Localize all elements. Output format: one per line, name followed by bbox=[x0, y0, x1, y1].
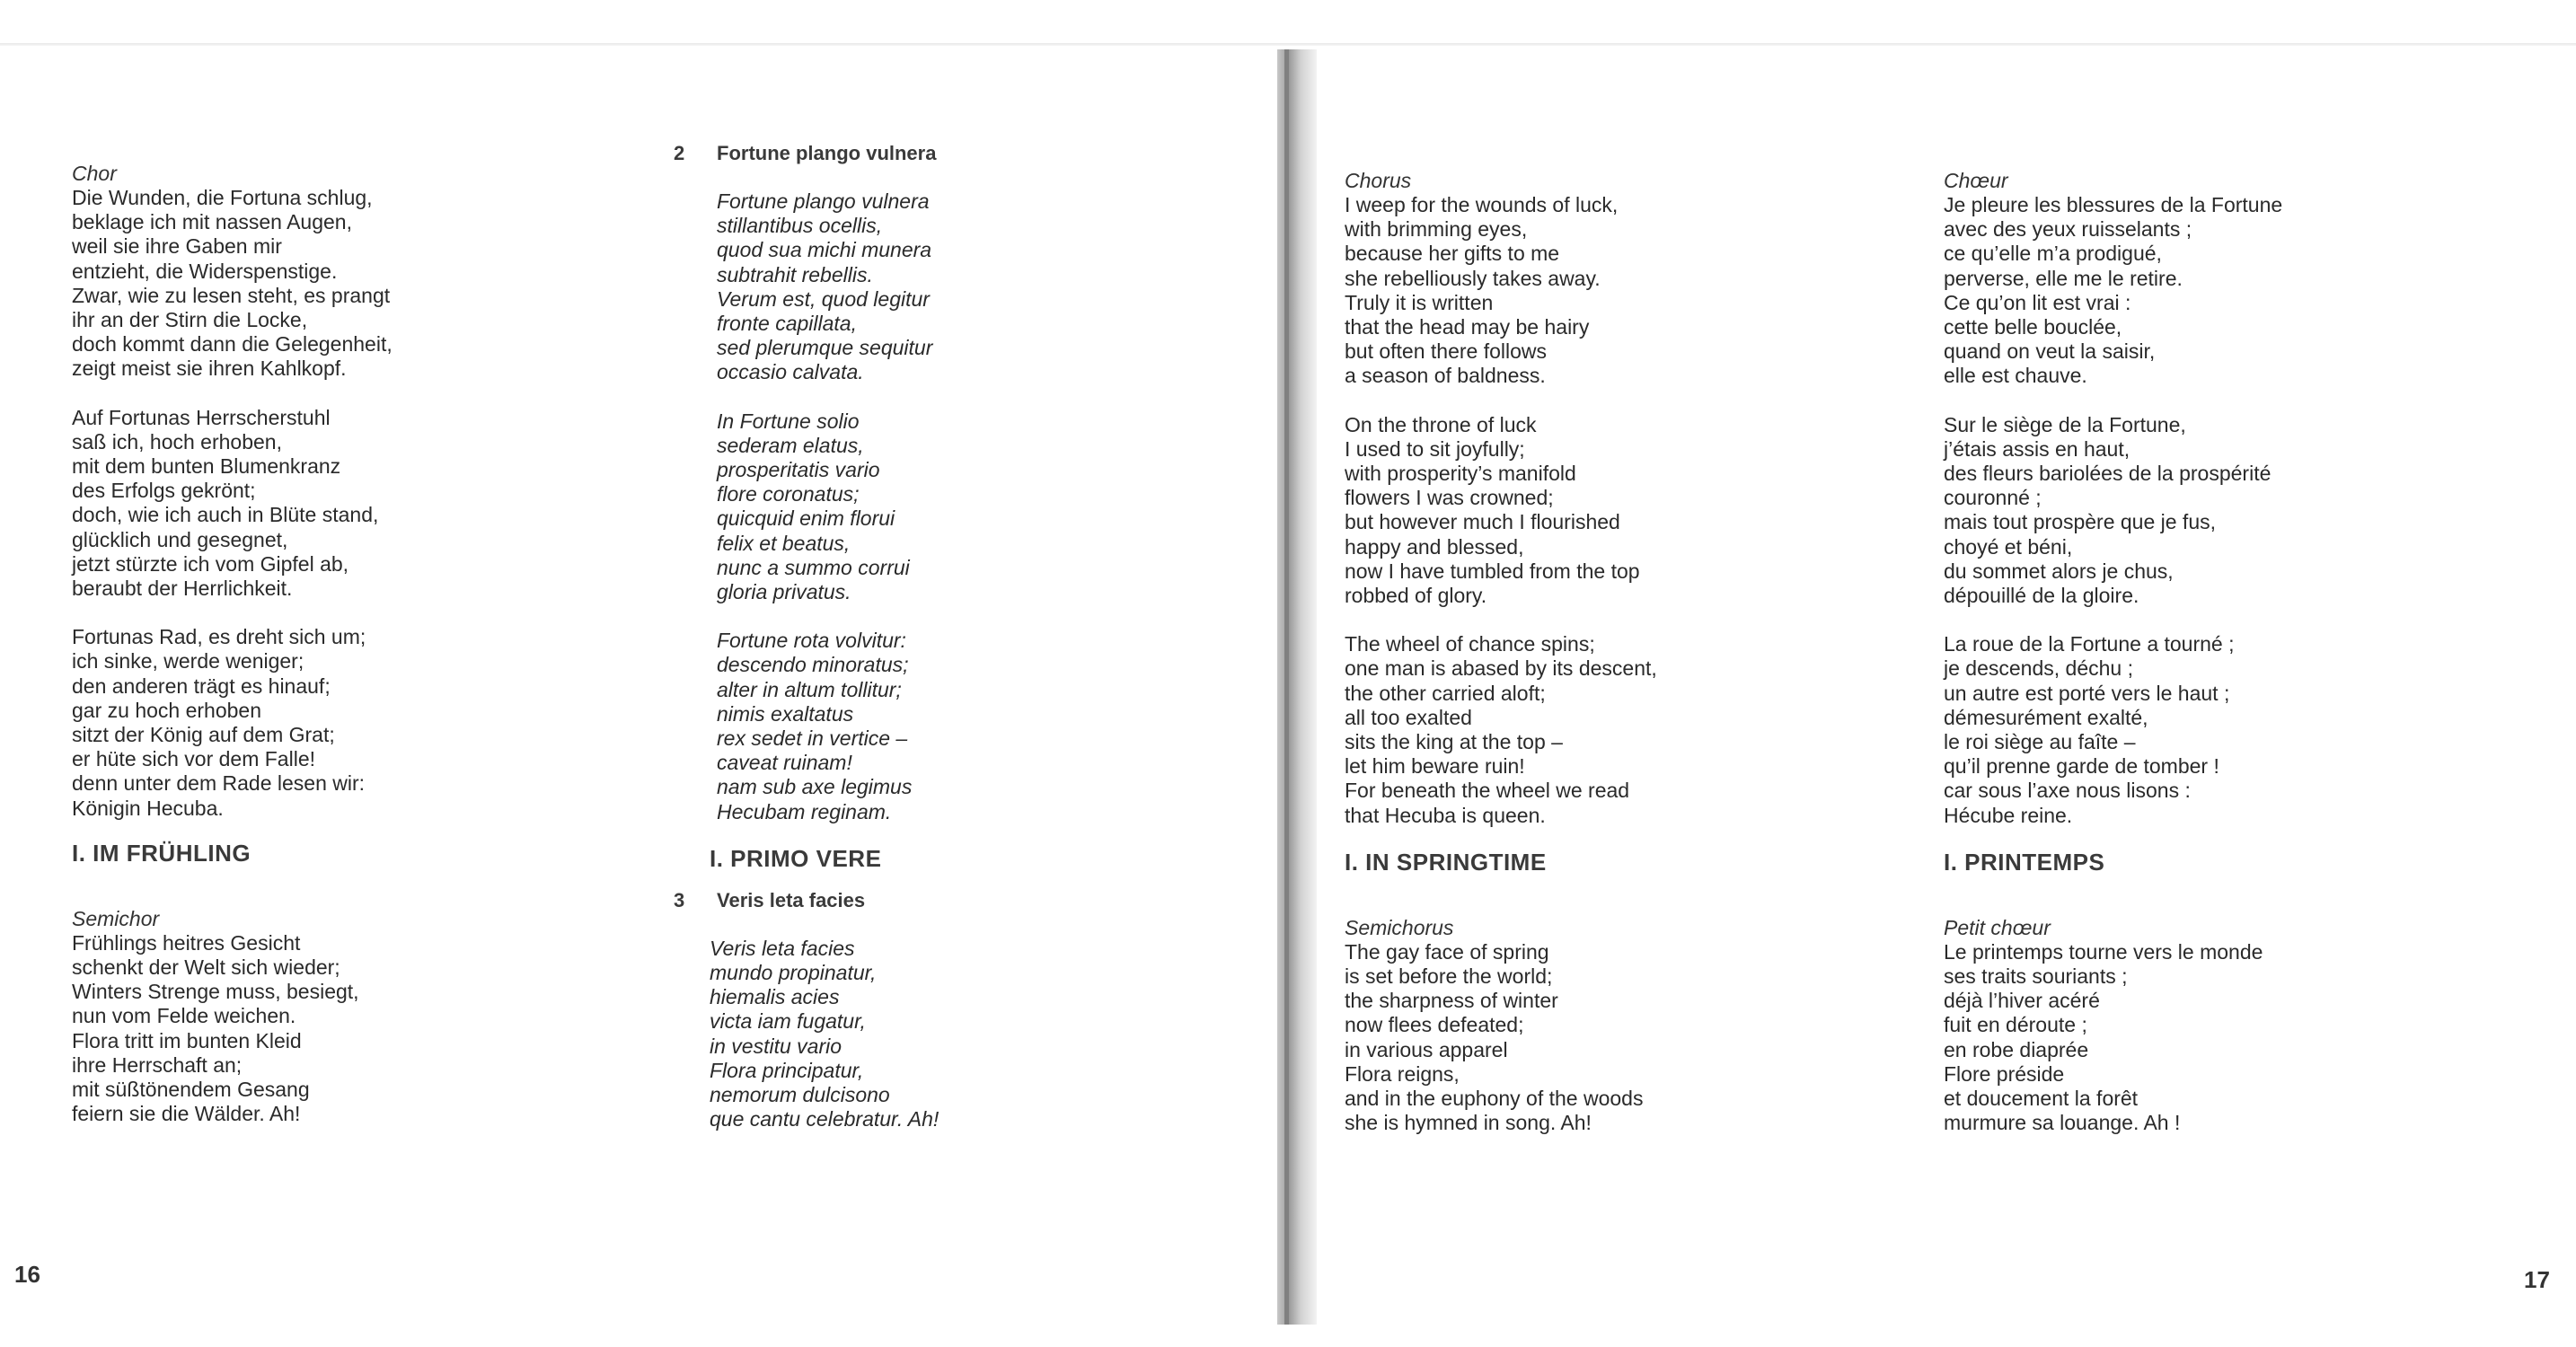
verse-line: beraubt der Herrlichkeit. bbox=[72, 577, 293, 601]
stanza bbox=[72, 406, 629, 602]
verse-line: er hüte sich vor dem Falle! bbox=[72, 747, 316, 771]
stanza bbox=[1944, 193, 2501, 389]
verse-line: choyé et béni, bbox=[1944, 534, 2073, 559]
verse-line: Le printemps tourne vers le monde bbox=[1944, 939, 2263, 964]
verse-line: For beneath the wheel we read bbox=[1345, 779, 1630, 803]
verse-line: fronte capillata, bbox=[717, 312, 857, 336]
verse-line: flowers I was crowned; bbox=[1345, 486, 1554, 510]
verse-line: rex sedet in vertice – bbox=[717, 726, 908, 751]
verse-line: quod sua michi munera bbox=[717, 238, 932, 262]
verse-line: in various apparel bbox=[1345, 1037, 1508, 1061]
stanza bbox=[72, 186, 629, 382]
verse-line: sitzt der König auf dem Grat; bbox=[72, 723, 335, 747]
verse-line: gar zu hoch erhoben bbox=[72, 698, 261, 722]
verse-line: qu’il prenne garde de tomber ! bbox=[1944, 754, 2219, 779]
latin-heading-2 bbox=[674, 142, 1231, 165]
verse-line: Fortunas Rad, es dreht sich um; bbox=[72, 625, 366, 649]
verse-line: sederam elatus, bbox=[717, 433, 864, 457]
german-column bbox=[72, 162, 629, 1151]
verse-line: couronné ; bbox=[1944, 486, 2042, 510]
verse-line: The wheel of chance spins; bbox=[1345, 632, 1595, 656]
latin-text-2 bbox=[710, 937, 1231, 1132]
latin-section-heading: I. PRIMO VERE bbox=[710, 844, 882, 872]
verse-line: La roue de la Fortune a tourné ; bbox=[1944, 632, 2235, 656]
verse-line: fuit en déroute ; bbox=[1944, 1013, 2087, 1037]
french-label-choeur: Chœur bbox=[1944, 169, 2008, 192]
verse-line: all too exalted bbox=[1345, 705, 1472, 729]
latin-text-1 bbox=[717, 189, 1231, 824]
english-label-semichorus: Semichorus bbox=[1345, 915, 1454, 939]
verse-line: sits the king at the top – bbox=[1345, 730, 1563, 754]
verse-line: quand on veut la saisir, bbox=[1944, 339, 2156, 364]
verse-line: car sous l’axe nous lisons : bbox=[1944, 779, 2191, 803]
stanza bbox=[717, 189, 1231, 385]
verse-line: happy and blessed, bbox=[1345, 534, 1524, 559]
german-label-semichor: Semichor bbox=[72, 906, 160, 930]
track-number: 3 bbox=[674, 888, 685, 911]
page-number-left: 16 bbox=[14, 1261, 40, 1288]
french-stanzas-1 bbox=[1944, 193, 2501, 828]
verse-line: descendo minoratus; bbox=[717, 653, 909, 677]
track-title: Fortune plango vulnera bbox=[717, 142, 937, 164]
verse-line: Flora tritt im bunten Kleid bbox=[72, 1028, 302, 1052]
verse-line: des Erfolgs gekrönt; bbox=[72, 479, 256, 503]
latin-stanzas-2 bbox=[710, 937, 1231, 1132]
verse-line: in vestitu vario bbox=[710, 1034, 842, 1058]
verse-line: caveat ruinam! bbox=[717, 751, 852, 775]
verse-line: entzieht, die Widerspenstige. bbox=[72, 259, 338, 283]
verse-line: flore coronatus; bbox=[717, 482, 860, 506]
verse-line: que cantu celebratur. Ah! bbox=[710, 1107, 940, 1131]
verse-line: Je pleure les blessures de la Fortune bbox=[1944, 193, 2283, 216]
verse-line: the other carried aloft; bbox=[1345, 681, 1546, 705]
verse-line: quicquid enim florui bbox=[717, 506, 895, 531]
verse-line: Flore préside bbox=[1944, 1061, 2065, 1086]
latin-heading-3 bbox=[674, 889, 1231, 912]
stanza bbox=[1944, 413, 2501, 609]
stanza bbox=[1345, 632, 1901, 828]
verse-line: dépouillé de la gloire. bbox=[1944, 584, 2139, 608]
verse-line: ce qu’elle m’a prodigué, bbox=[1944, 242, 2162, 266]
verse-line: a season of baldness. bbox=[1345, 364, 1546, 388]
verse-line: Die Wunden, die Fortuna schlug, bbox=[72, 186, 373, 209]
english-section-heading: I. IN SPRINGTIME bbox=[1345, 848, 1547, 876]
verse-line: felix et beatus, bbox=[717, 531, 851, 555]
verse-line: hiemalis acies bbox=[710, 985, 840, 1009]
verse-line: denn unter dem Rade lesen wir: bbox=[72, 771, 366, 796]
verse-line: occasio calvata. bbox=[717, 360, 864, 384]
verse-line: Auf Fortunas Herrscherstuhl bbox=[72, 405, 331, 429]
german-label-chor: Chor bbox=[72, 162, 117, 185]
gutter-fold-line bbox=[1284, 49, 1289, 1325]
verse-line: ihr an der Stirn die Locke, bbox=[72, 308, 308, 332]
english-stanzas-1 bbox=[1345, 193, 1901, 828]
verse-line: j’étais assis en haut, bbox=[1944, 436, 2130, 461]
verse-line: but however much I flourished bbox=[1345, 510, 1620, 534]
verse-line: nunc a summo corrui bbox=[717, 555, 910, 579]
latin-stanzas-1 bbox=[717, 189, 1231, 824]
verse-line: subtrahit rebellis. bbox=[717, 262, 873, 286]
verse-line: glücklich und gesegnet, bbox=[72, 527, 288, 551]
verse-line: but often there follows bbox=[1345, 339, 1548, 364]
verse-line: démesurément exalté, bbox=[1944, 705, 2148, 729]
stanza bbox=[710, 937, 1231, 1132]
verse-line: The gay face of spring bbox=[1345, 939, 1549, 964]
english-column bbox=[1345, 169, 1901, 1160]
verse-line: that Hecuba is queen. bbox=[1345, 803, 1546, 827]
german-section-heading: I. IM FRÜHLING bbox=[72, 839, 251, 867]
french-section-heading: I. PRINTEMPS bbox=[1944, 848, 2105, 876]
verse-line: du sommet alors je chus, bbox=[1944, 559, 2174, 583]
verse-line: et doucement la forêt bbox=[1944, 1087, 2139, 1111]
stanza bbox=[1345, 940, 1901, 1136]
verse-line: now flees defeated; bbox=[1345, 1013, 1524, 1037]
verse-line: with prosperity’s manifold bbox=[1345, 462, 1576, 486]
verse-line: I used to sit joyfully; bbox=[1345, 436, 1525, 461]
verse-line: the sharpness of winter bbox=[1345, 989, 1558, 1013]
verse-line: feiern sie die Wälder. Ah! bbox=[72, 1102, 301, 1126]
right-page bbox=[1320, 0, 2576, 1347]
track-number: 2 bbox=[674, 142, 685, 164]
verse-line: Hécube reine. bbox=[1944, 803, 2073, 827]
stanza bbox=[72, 931, 629, 1127]
verse-line: avec des yeux ruisselants ; bbox=[1944, 217, 2192, 242]
verse-line: Sur le siège de la Fortune, bbox=[1944, 412, 2186, 436]
stanza bbox=[1944, 940, 2501, 1136]
verse-line: des fleurs bariolées de la prospérité bbox=[1944, 462, 2272, 486]
english-stanzas-2 bbox=[1345, 940, 1901, 1136]
verse-line: is set before the world; bbox=[1345, 964, 1553, 989]
track-title: Veris leta facies bbox=[717, 888, 866, 911]
verse-line: prosperitatis vario bbox=[717, 458, 880, 482]
verse-line: elle est chauve. bbox=[1944, 364, 2087, 388]
verse-line: cette belle bouclée, bbox=[1944, 315, 2122, 339]
verse-line: nun vom Felde weichen. bbox=[72, 1004, 296, 1028]
verse-line: one man is abased by its descent, bbox=[1345, 656, 1657, 681]
verse-line: mit süßtönendem Gesang bbox=[72, 1078, 310, 1102]
verse-line: Fortune rota volvitur: bbox=[717, 629, 906, 653]
verse-line: sed plerumque sequitur bbox=[717, 336, 933, 360]
german-stanzas-1 bbox=[72, 186, 629, 821]
verse-line: let him beware ruin! bbox=[1345, 754, 1525, 779]
verse-line: Frühlings heitres Gesicht bbox=[72, 930, 301, 955]
verse-line: Veris leta facies bbox=[710, 936, 855, 960]
french-stanzas-2 bbox=[1944, 940, 2501, 1136]
verse-line: zeigt meist sie ihren Kahlkopf. bbox=[72, 357, 347, 381]
verse-line: Truly it is written bbox=[1345, 290, 1494, 314]
verse-line: I weep for the wounds of luck, bbox=[1345, 193, 1619, 216]
verse-line: mundo propinatur, bbox=[710, 961, 877, 985]
verse-line: she rebelliously takes away. bbox=[1345, 266, 1601, 290]
verse-line: Verum est, quod legitur bbox=[717, 286, 930, 311]
verse-line: because her gifts to me bbox=[1345, 242, 1560, 266]
verse-line: nimis exaltatus bbox=[717, 701, 854, 726]
verse-line: nemorum dulcisono bbox=[710, 1083, 890, 1107]
latin-column bbox=[674, 142, 1231, 1157]
verse-line: alter in altum tollitur; bbox=[717, 677, 902, 701]
french-label-petit-choeur: Petit chœur bbox=[1944, 915, 2051, 939]
verse-line: le roi siège au faîte – bbox=[1944, 730, 2136, 754]
verse-line: robbed of glory. bbox=[1345, 584, 1487, 608]
stanza bbox=[72, 625, 629, 821]
verse-line: Flora principatur, bbox=[710, 1058, 864, 1082]
stanza bbox=[717, 409, 1231, 605]
center-gutter bbox=[1277, 49, 1317, 1325]
verse-line: déjà l’hiver acéré bbox=[1944, 989, 2100, 1013]
verse-line: en robe diaprée bbox=[1944, 1037, 2089, 1061]
verse-line: murmure sa louange. Ah ! bbox=[1944, 1111, 2181, 1135]
verse-line: ses traits souriants ; bbox=[1944, 964, 2128, 989]
verse-line: Ce qu’on lit est vrai : bbox=[1944, 290, 2131, 314]
verse-line: now I have tumbled from the top bbox=[1345, 559, 1640, 583]
verse-line: Königin Hecuba. bbox=[72, 796, 224, 820]
verse-line: schenkt der Welt sich wieder; bbox=[72, 955, 340, 980]
english-label-chorus: Chorus bbox=[1345, 169, 1412, 192]
stanza bbox=[1345, 413, 1901, 609]
verse-line: On the throne of luck bbox=[1345, 412, 1537, 436]
verse-line: with brimming eyes, bbox=[1345, 217, 1528, 242]
verse-line: doch, wie ich auch in Blüte stand, bbox=[72, 503, 379, 527]
french-column bbox=[1944, 169, 2501, 1160]
verse-line: perverse, elle me le retire. bbox=[1944, 266, 2183, 290]
verse-line: In Fortune solio bbox=[717, 409, 860, 433]
verse-line: stillantibus ocellis, bbox=[717, 214, 883, 238]
verse-line: den anderen trägt es hinauf; bbox=[72, 674, 331, 698]
verse-line: Zwar, wie zu lesen steht, es prangt bbox=[72, 283, 391, 307]
verse-line: and in the euphony of the woods bbox=[1345, 1087, 1644, 1111]
verse-line: she is hymned in song. Ah! bbox=[1345, 1111, 1592, 1135]
page-number-right: 17 bbox=[2524, 1266, 2550, 1293]
german-stanzas-2 bbox=[72, 931, 629, 1127]
verse-line: ihre Herrschaft an; bbox=[72, 1052, 243, 1077]
verse-line: ich sinke, werde weniger; bbox=[72, 649, 304, 674]
verse-line: Flora reigns, bbox=[1345, 1061, 1460, 1086]
verse-line: Hecubam reginam. bbox=[717, 799, 892, 823]
verse-line: mais tout prospère que je fus, bbox=[1944, 510, 2216, 534]
verse-line: gloria privatus. bbox=[717, 580, 851, 604]
verse-line: Fortune plango vulnera bbox=[717, 189, 930, 213]
verse-line: je descends, déchu ; bbox=[1944, 656, 2133, 681]
verse-line: victa iam fugatur, bbox=[710, 1009, 866, 1034]
verse-line: mit dem bunten Blumenkranz bbox=[72, 454, 341, 479]
stanza bbox=[1944, 632, 2501, 828]
verse-line: saß ich, hoch erhoben, bbox=[72, 429, 282, 453]
verse-line: jetzt stürzte ich vom Gipfel ab, bbox=[72, 551, 349, 576]
left-page bbox=[0, 0, 1275, 1347]
verse-line: beklage ich mit nassen Augen, bbox=[72, 210, 352, 234]
verse-line: un autre est porté vers le haut ; bbox=[1944, 681, 2230, 705]
stanza bbox=[1345, 193, 1901, 389]
stanza bbox=[717, 629, 1231, 824]
verse-line: Winters Strenge muss, besiegt, bbox=[72, 980, 359, 1004]
verse-line: that the head may be hairy bbox=[1345, 315, 1590, 339]
verse-line: nam sub axe legimus bbox=[717, 775, 913, 799]
verse-line: weil sie ihre Gaben mir bbox=[72, 234, 282, 259]
verse-line: doch kommt dann die Gelegenheit, bbox=[72, 332, 393, 357]
